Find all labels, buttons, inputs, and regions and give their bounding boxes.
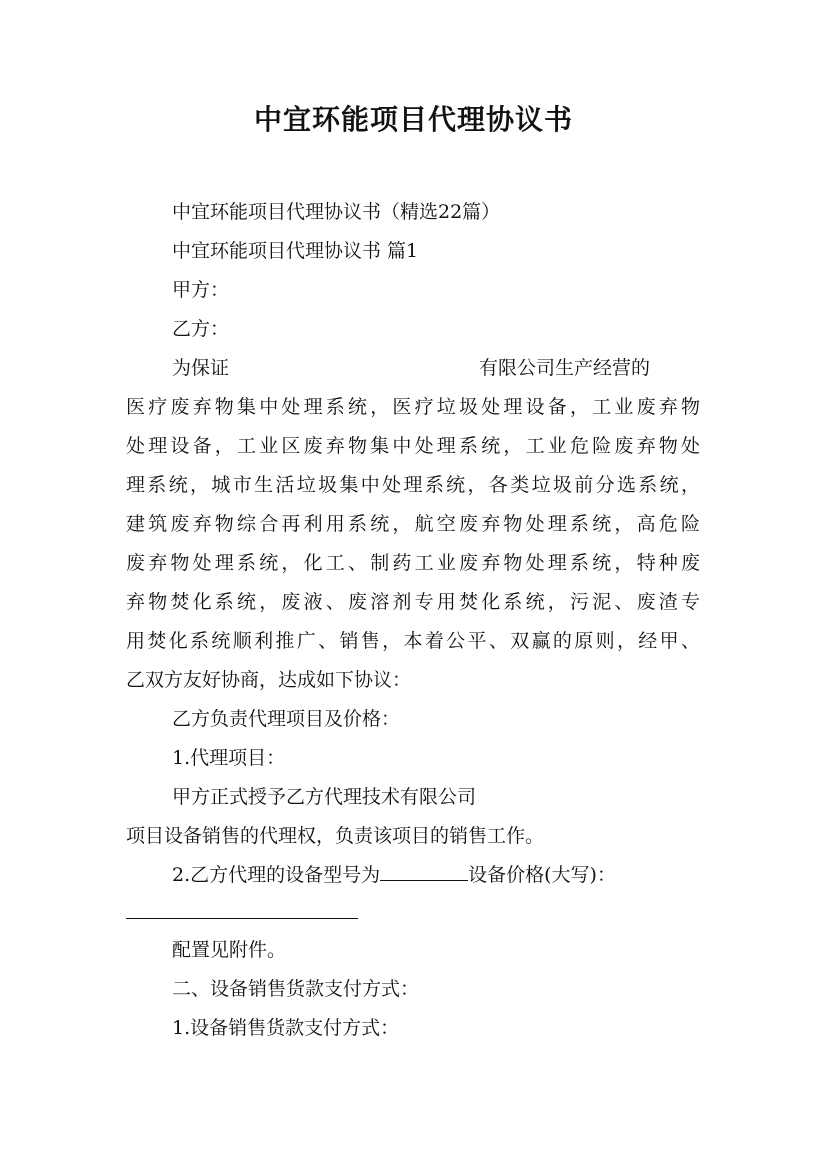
item-2 xyxy=(172,860,616,890)
item-1: 1.代理项目： xyxy=(172,747,286,769)
paragraph-last-line: 乙双方友好协商，达成如下协议： xyxy=(126,669,412,691)
paragraph-line: 弃物焚化系统，废液、废溶剂专用焚化系统，污泥、废渣专 xyxy=(126,591,700,613)
item-heading: 乙方负责代理项目及价格： xyxy=(172,708,401,730)
party-a-label: 甲方： xyxy=(172,279,230,301)
grant-line: 甲方正式授予乙方代理技术有限公司 xyxy=(172,786,477,808)
grant-line-2: 项目设备销售的代理权，负责该项目的销售工作。 xyxy=(126,825,545,847)
intro-line xyxy=(172,353,700,383)
paragraph-line: 医疗废弃物集中处理系统，医疗垃圾处理设备，工业废弃物 xyxy=(126,396,700,418)
paragraph-line: 建筑废弃物综合再利用系统，航空废弃物处理系统，高危险 xyxy=(126,513,700,535)
config-note: 配置见附件。 xyxy=(172,939,287,961)
paragraph-line: 废弃物处理系统，化工、制药工业废弃物处理系统，特种废 xyxy=(126,552,700,574)
party-b-label: 乙方： xyxy=(172,318,230,340)
item-2-suffix: 设备价格(大写)： xyxy=(468,864,616,886)
document-title: 中宜环能项目代理协议书 xyxy=(253,103,573,136)
price-blank xyxy=(126,918,358,919)
section-2-heading: 二、设备销售货款支付方式： xyxy=(172,978,420,1000)
paragraph-line: 理系统，城市生活垃圾集中处理系统，各类垃圾前分选系统， xyxy=(126,474,700,496)
item-2-prefix: 2.乙方代理的设备型号为 xyxy=(172,864,381,886)
paragraph-line: 用焚化系统顺利推广、销售，本着公平、双赢的原则，经甲、 xyxy=(126,630,700,652)
intro-end: 有限公司生产经营的 xyxy=(479,357,651,379)
section-heading: 中宜环能项目代理协议书 篇1 xyxy=(172,240,419,262)
section-2-item-1: 1.设备销售货款支付方式： xyxy=(172,1017,400,1039)
intro-start: 为保证 xyxy=(172,357,230,379)
document-subtitle: 中宜环能项目代理协议书（精选22篇） xyxy=(172,201,501,223)
model-blank xyxy=(380,862,468,881)
paragraph-line: 处理设备，工业区废弃物集中处理系统，工业危险废弃物处 xyxy=(126,435,700,457)
